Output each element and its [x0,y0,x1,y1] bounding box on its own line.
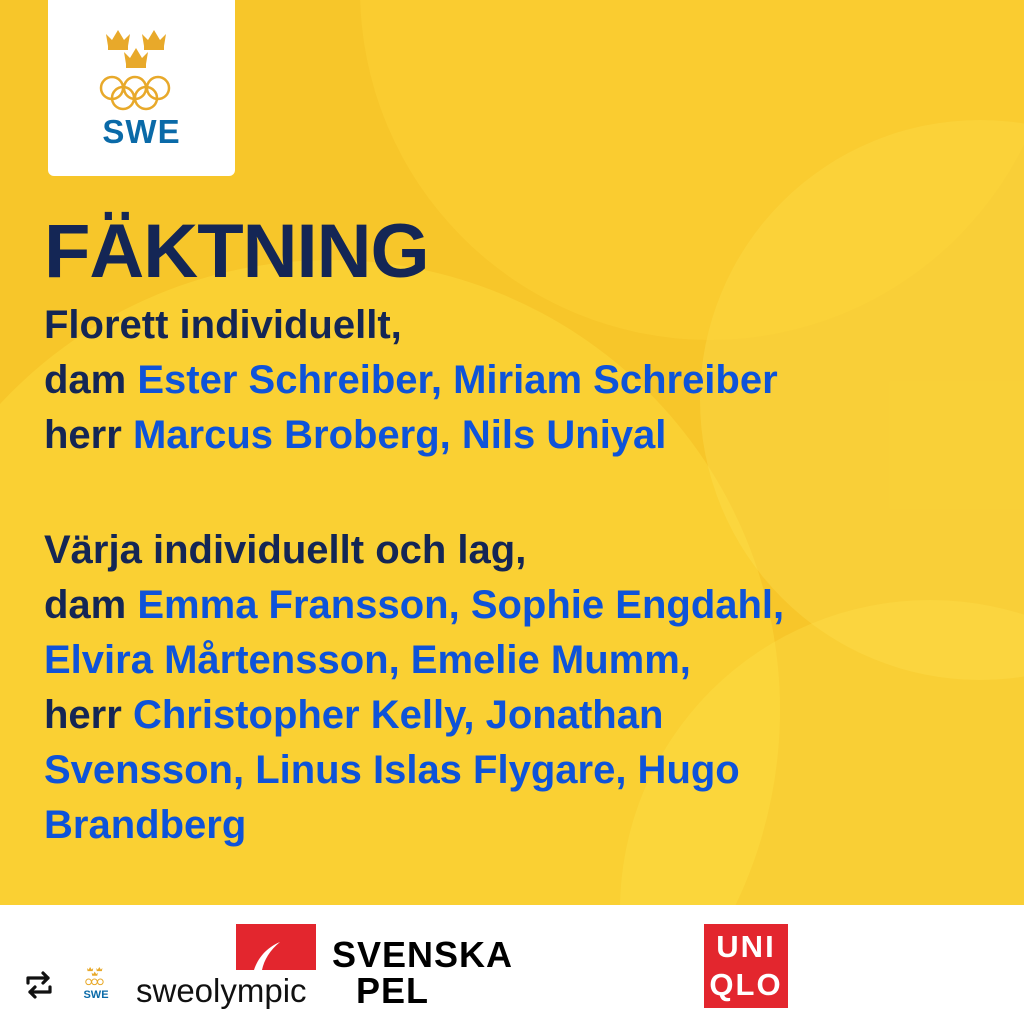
women-line [44,353,984,408]
page-title: FÄKTNING [44,209,429,294]
account-avatar[interactable] [80,966,112,1001]
women-prefix: dam [44,358,127,402]
three-crowns-olympic-rings-icon [83,966,109,988]
athlete-names: Brandberg [44,803,247,847]
logo-text: SWE [102,113,181,150]
men-line [44,688,984,743]
athlete-names: Christopher Kelly, Jonathan [132,693,664,737]
women-prefix: dam [44,583,127,627]
athlete-names: Svensson, Linus Islas Flygare, Hugo [44,748,740,792]
uniqlo-logo [704,924,788,1008]
username-link[interactable]: sweolympic [136,972,307,1009]
athlete-names: Marcus Broberg, Nils Uniyal [132,413,667,457]
epee-section [44,523,984,853]
swe-logo [48,0,235,176]
uniqlo-line: QLO [709,967,783,1002]
sponsor-mark-icon [236,924,316,970]
athlete-names: Elvira Mårtensson, Emelie Mumm, [44,638,691,682]
athlete-names: Emma Fransson, Sophie Engdahl, [137,583,785,627]
sponsor-name: SVENSKA [332,934,514,975]
section-title: Florett individuellt, [44,303,402,347]
repost-icon[interactable] [22,968,56,1002]
three-crowns-olympic-rings-icon [96,26,186,112]
svenska-spel-logo-mark [236,924,316,970]
women-line [44,578,984,633]
foil-section [44,298,984,463]
uniqlo-line: UNI [716,929,776,964]
men-prefix: herr [44,693,122,737]
men-line [44,408,984,463]
account-logo-text: SWE [83,989,109,1001]
athlete-names: Ester Schreiber, Miriam Schreiber [137,358,778,402]
section-title: Värja individuellt och lag, [44,528,527,572]
sponsor-name: PEL [356,970,430,1011]
men-prefix: herr [44,413,122,457]
